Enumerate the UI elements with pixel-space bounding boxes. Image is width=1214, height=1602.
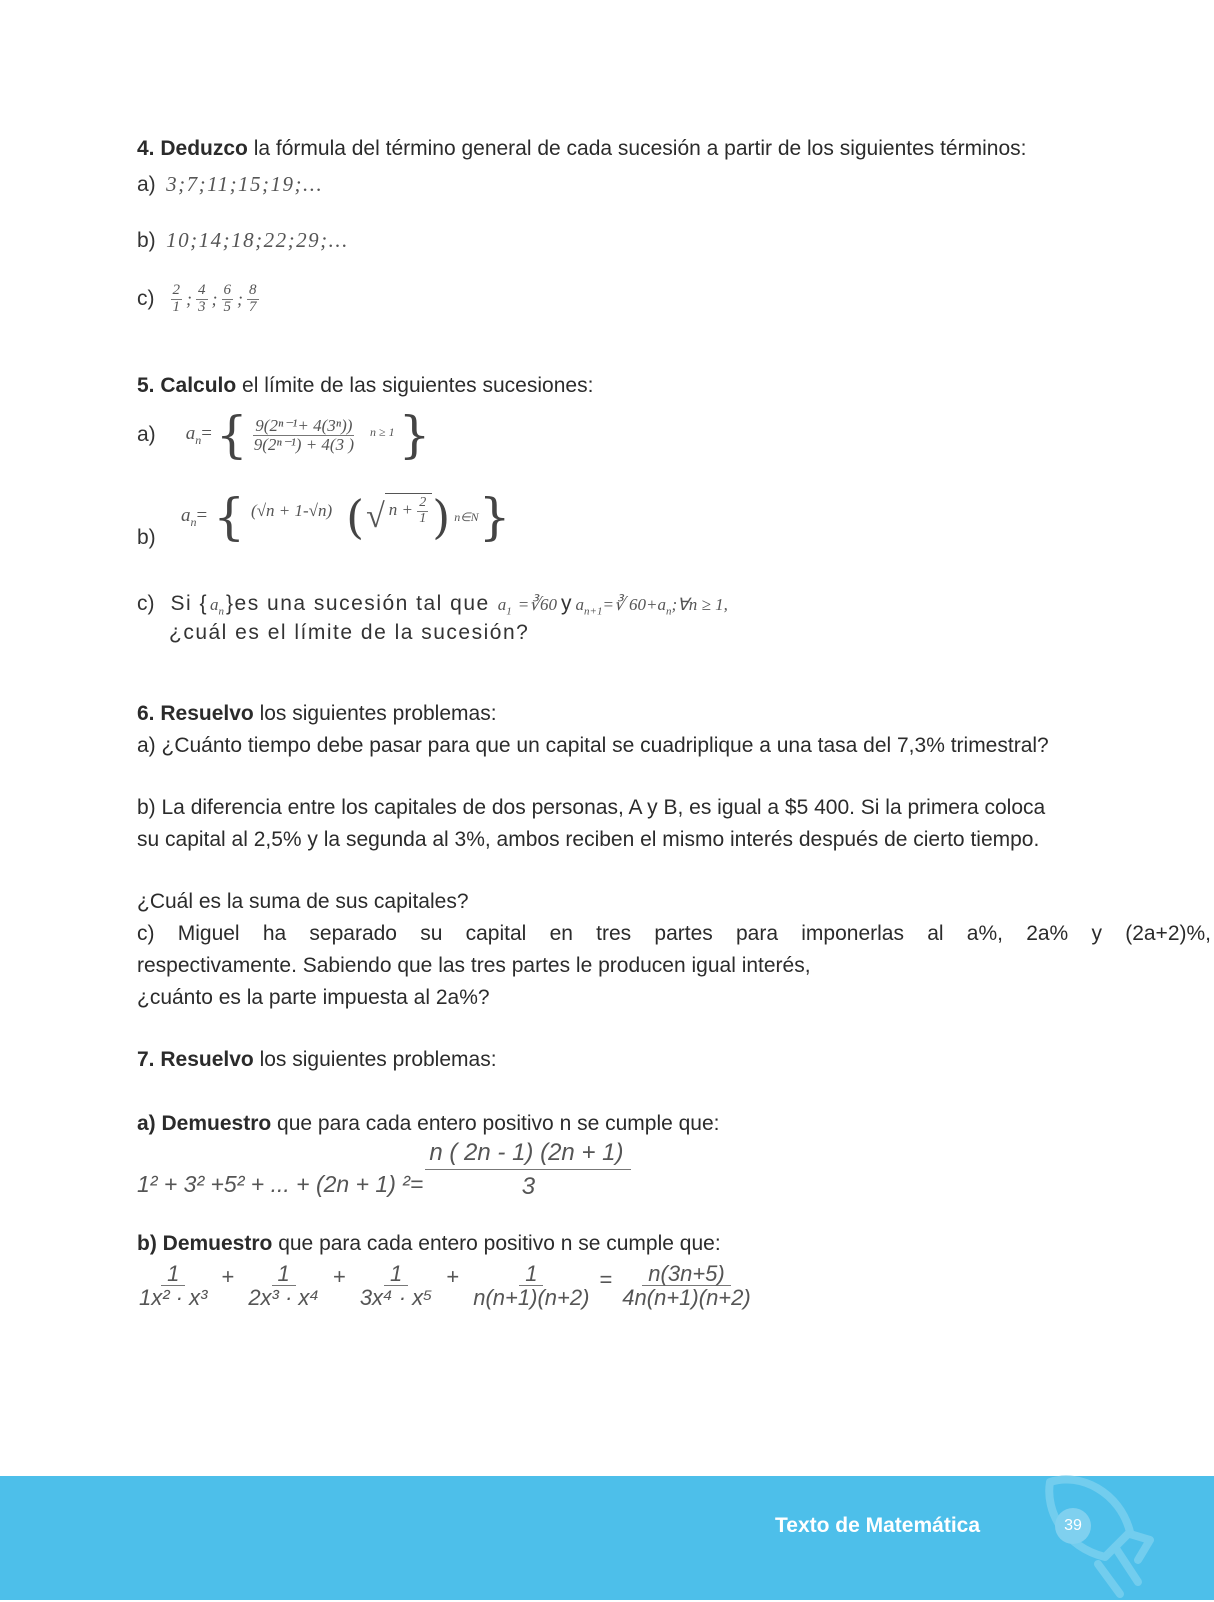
q5-b-label: b) <box>137 526 156 549</box>
q6-heading <box>137 698 497 730</box>
q4-c-fraction: $\frac{6}{5}$ <box>223 282 231 315</box>
q7-text: los siguientes problemas: <box>253 1048 497 1071</box>
q7-verb: Resuelvo <box>160 1048 254 1071</box>
q5-c-text: Si { <box>170 592 209 615</box>
q4-c-separator: ; <box>211 288 218 309</box>
q7-b-term: $\frac{1}{\text{2x³ · x⁴}}$ <box>248 1261 319 1311</box>
q5-a-fraction: $\frac{\text{9(2ⁿ⁻¹+ 4(3ⁿ))}}{\text{9(2ⁿ⁻¹) + 4(3 )}}$ <box>253 415 355 454</box>
q4-c-fraction: $\frac{8}{7}$ <box>249 282 257 315</box>
q6-text: los siguientes problemas: <box>253 702 497 725</box>
q5-c-question: ¿cuál es el límite de la sucesión? <box>169 621 530 645</box>
q4-a-label: a) <box>137 173 156 196</box>
q7-heading <box>137 1044 497 1076</box>
q7-item-a-formula <box>137 1140 631 1199</box>
q5-a-lhs: $a_n=$ <box>185 422 212 447</box>
close-brace: } <box>398 406 431 464</box>
q5-b-condition: n∈N <box>454 509 479 524</box>
q5-c-a1: $a_1$ =∛60 <box>497 595 558 618</box>
q4-item-b <box>137 228 349 253</box>
q5-c-an: $a_n$ <box>210 595 225 618</box>
q4-c-separator: ; <box>186 288 192 309</box>
q7-item-a-statement: a) Demuestro que para cada entero positivo n se cumple que: <box>137 1112 720 1135</box>
q5-verb: Calculo <box>160 374 237 397</box>
q4-item-c <box>137 283 259 316</box>
rocket-icon <box>1020 1462 1170 1602</box>
q5-heading <box>137 370 593 402</box>
q6-item-c-question: ¿cuánto es la parte impuesta al 2a%? <box>137 986 490 1009</box>
q4-b-sequence: 10;14;18;22;29;... <box>166 228 349 252</box>
q6-item-b-line1: b) La diferencia entre los capitales de dos personas, A y B, es igual a $5 400. Si la primera coloca <box>137 796 1046 819</box>
book-title: Texto de Matemática <box>775 1514 981 1537</box>
q4-c-fraction: $\frac{2}{1}$ <box>172 282 180 315</box>
q5-a-label: a) <box>137 423 156 446</box>
close-brace: } <box>478 488 511 546</box>
open-brace: { <box>213 488 246 546</box>
page-number: 39 <box>1055 1508 1091 1544</box>
q6-item-b-line2: su capital al 2,5% y la segunda al 3%, ambos reciben el mismo interés después de cierto tiempo. <box>137 828 1040 851</box>
q4-item-a <box>137 172 323 197</box>
close-paren: ) <box>432 490 451 544</box>
q5-item-a <box>137 406 431 464</box>
q7-a-lhs: 1² + 3² +5² + ... + (2n + 1) ²= <box>137 1171 424 1198</box>
q6-item-c-line1: c) Miguel ha separado su capital en tres partes para imponerlas al a%, 2a% y (2a+2)%, <box>137 922 1211 945</box>
q6-item-a: a) ¿Cuánto tiempo debe pasar para que un capital se cuadriplique a una tasa del 7,3% trimestral? <box>137 734 1049 757</box>
q5-b-radicand: n + $\frac{2}{1}$ <box>385 493 432 526</box>
q4-text: la fórmula del término general de cada sucesión a partir de los siguientes términos: <box>247 137 1027 160</box>
q7-a-rhs-fraction: $\frac{n ( 2n - 1) (2n + 1)}{3}$ <box>425 1140 631 1199</box>
q4-b-label: b) <box>137 229 156 252</box>
q5-c-label: c) <box>137 592 155 615</box>
q7-b-term: $\frac{1}{\text{3x⁴ · x⁵}}$ <box>359 1261 433 1311</box>
q4-c-label: c) <box>137 287 155 311</box>
plus-sign: + <box>221 1263 235 1289</box>
equals-sign: = <box>599 1266 613 1292</box>
plus-sign: + <box>446 1263 460 1289</box>
q7-b-rhs-fraction: $\frac{n(3n+5)}{4n(n+1)(n+2)}$ <box>622 1261 751 1311</box>
q4-number: 4. <box>137 137 155 160</box>
q7-b-term: $\frac{1}{\text{1x² · x³}}$ <box>139 1261 208 1311</box>
page-footer <box>0 1476 1214 1600</box>
plus-sign: + <box>332 1263 346 1289</box>
q5-c-recurrence: $a_{n+1}=∛$ $60+a_n;\forall n \ge 1$, <box>575 595 728 618</box>
q7-item-b-formula <box>137 1262 753 1309</box>
q6-item-c-line2: respectivamente. Sabiendo que las tres partes le producen igual interés, <box>137 954 811 977</box>
open-paren: ( <box>346 490 365 544</box>
q7-item-b-statement: b) Demuestro que para cada entero positivo n se cumple que: <box>137 1232 721 1255</box>
q7-number: 7. <box>137 1048 155 1071</box>
q4-heading <box>137 133 1026 165</box>
radical-sign: √ <box>366 498 385 535</box>
q5-b-part1: (√n + 1-√n) <box>251 501 333 520</box>
q4-c-fraction: $\frac{4}{3}$ <box>198 282 206 315</box>
q5-item-b <box>137 488 557 558</box>
q4-c-separator: ; <box>237 288 243 309</box>
q6-number: 6. <box>137 702 155 725</box>
q5-a-condition: n ≥ 1 <box>370 424 395 439</box>
q5-b-lhs: $a_n=$ <box>181 504 208 529</box>
q4-verb: Deduzco <box>160 137 248 160</box>
q5-number: 5. <box>137 374 155 397</box>
q5-item-c <box>137 592 728 645</box>
q6-item-b-question: ¿Cuál es la suma de sus capitales? <box>137 890 469 913</box>
q4-a-sequence: 3;7;11;15;19;... <box>166 172 324 196</box>
q5-c-text: }es una sucesión tal que <box>226 592 490 615</box>
q7-b-term: $\frac{1}{n(n+1)(n+2)}$ <box>473 1261 590 1311</box>
q5-c-y: y <box>561 592 572 615</box>
q5-text: el límite de las siguientes sucesiones: <box>236 374 594 397</box>
open-brace: { <box>215 406 248 464</box>
q6-verb: Resuelvo <box>160 702 254 725</box>
